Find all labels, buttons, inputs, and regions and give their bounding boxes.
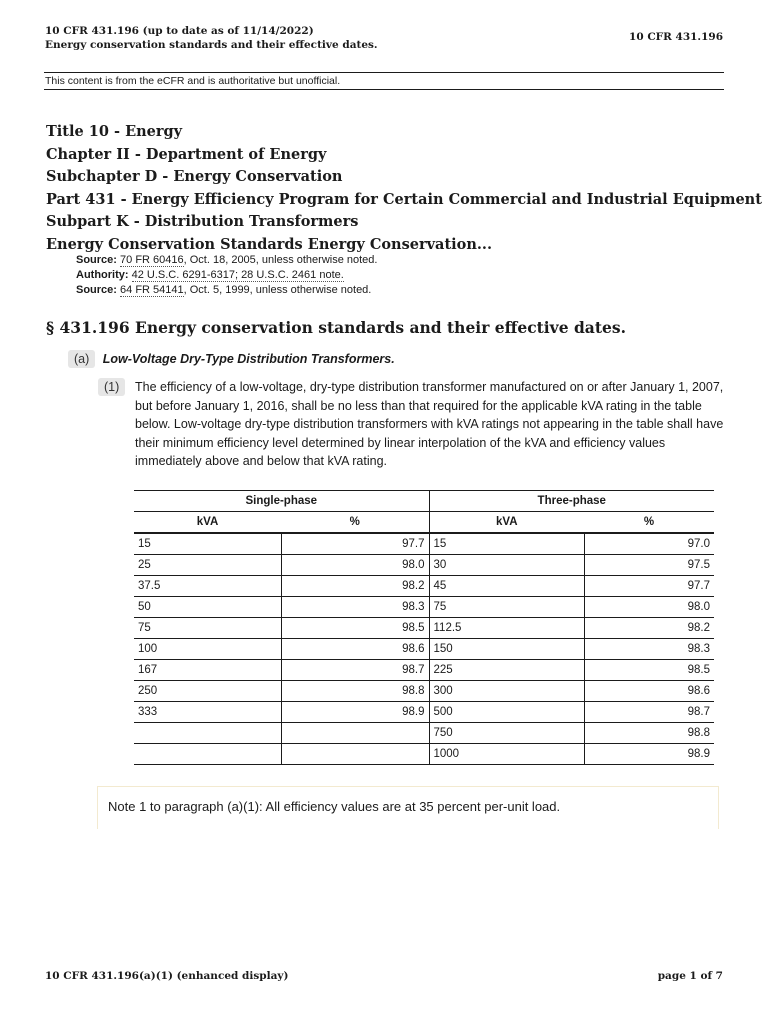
column-header: % — [281, 512, 429, 534]
hierarchy-headings — [46, 121, 762, 256]
efficiency-cell: 97.5 — [584, 555, 714, 576]
efficiency-cell: 98.3 — [584, 639, 714, 660]
kva-cell: 333 — [134, 702, 281, 723]
table-body — [134, 533, 714, 765]
kva-cell: 30 — [429, 555, 584, 576]
efficiency-cell: 98.5 — [584, 660, 714, 681]
hierarchy-subchapter: Subchapter D - Energy Conservation — [46, 168, 343, 185]
table-row — [134, 744, 714, 765]
meta-text: , Oct. 18, 2005, unless otherwise noted. — [183, 254, 378, 266]
efficiency-cell: 98.3 — [281, 597, 429, 618]
table-row — [134, 639, 714, 660]
kva-cell: 112.5 — [429, 618, 584, 639]
efficiency-cell: 98.0 — [281, 555, 429, 576]
efficiency-cell: 98.2 — [584, 618, 714, 639]
paragraph-a — [68, 350, 395, 368]
efficiency-cell: 98.9 — [584, 744, 714, 765]
efficiency-cell — [281, 723, 429, 744]
table-note: Note 1 to paragraph (a)(1): All efficiency values are at 35 percent per-unit load. — [97, 786, 719, 829]
table-row — [134, 555, 714, 576]
table-group-header-row — [134, 491, 714, 512]
kva-cell: 150 — [429, 639, 584, 660]
paragraph-a-1 — [98, 378, 728, 471]
efficiency-cell: 97.0 — [584, 533, 714, 555]
meta-label: Source: — [76, 284, 117, 296]
column-header: kVA — [429, 512, 584, 534]
footer-citation: 10 CFR 431.196(a)(1) (enhanced display) — [45, 970, 289, 982]
kva-cell: 45 — [429, 576, 584, 597]
efficiency-cell: 98.6 — [584, 681, 714, 702]
kva-cell: 15 — [429, 533, 584, 555]
table-row — [134, 597, 714, 618]
hierarchy-part: Part 431 - Energy Efficiency Program for Certain Commercial and Industrial Equipment — [46, 190, 762, 208]
kva-cell: 300 — [429, 681, 584, 702]
efficiency-cell — [281, 744, 429, 765]
meta-label: Source: — [76, 254, 117, 266]
page-header-left — [45, 24, 378, 52]
efficiency-cell: 97.7 — [281, 533, 429, 555]
efficiency-cell: 98.9 — [281, 702, 429, 723]
hierarchy-chapter: Chapter II - Department of Energy — [46, 145, 327, 163]
kva-cell: 500 — [429, 702, 584, 723]
efficiency-cell: 98.8 — [281, 681, 429, 702]
source-citation-link[interactable]: 70 FR 60416 — [120, 254, 184, 266]
kva-cell: 250 — [134, 681, 281, 702]
unofficial-banner: This content is from the eCFR and is authoritative but unofficial. — [44, 72, 724, 90]
efficiency-cell: 97.7 — [584, 576, 714, 597]
header-right-citation: 10 CFR 431.196 — [629, 31, 723, 43]
kva-cell — [134, 744, 281, 765]
kva-cell: 75 — [429, 597, 584, 618]
kva-cell — [134, 723, 281, 744]
kva-cell: 37.5 — [134, 576, 281, 597]
table-row — [134, 681, 714, 702]
efficiency-cell: 98.0 — [584, 597, 714, 618]
kva-cell: 100 — [134, 639, 281, 660]
meta-source-row — [76, 283, 377, 298]
kva-cell: 50 — [134, 597, 281, 618]
meta-authority-row — [76, 268, 377, 283]
hierarchy-title: Title 10 - Energy — [46, 123, 183, 140]
kva-cell: 750 — [429, 723, 584, 744]
kva-cell: 15 — [134, 533, 281, 555]
column-group-header: Three-phase — [429, 491, 714, 512]
meta-source-row — [76, 253, 377, 268]
meta-label: Authority: — [76, 269, 129, 281]
kva-cell: 1000 — [429, 744, 584, 765]
efficiency-cell: 98.5 — [281, 618, 429, 639]
efficiency-cell: 98.7 — [281, 660, 429, 681]
table-row — [134, 702, 714, 723]
table-row — [134, 576, 714, 597]
efficiency-cell: 98.6 — [281, 639, 429, 660]
source-citation-link[interactable]: 64 FR 54141 — [120, 284, 184, 296]
hierarchy-subpart: Subpart K - Distribution Transformers — [46, 213, 359, 230]
kva-cell: 225 — [429, 660, 584, 681]
paragraph-enum: (1) — [98, 378, 125, 396]
table-sub-header-row — [134, 512, 714, 534]
authority-citation-link[interactable]: 42 U.S.C. 6291-6317; 28 U.S.C. 2461 note. — [131, 269, 344, 281]
efficiency-cell: 98.2 — [281, 576, 429, 597]
table-row — [134, 660, 714, 681]
hierarchy-subject-group: Energy Conservation Standards Energy Conservation... — [46, 235, 493, 253]
paragraph-text: The efficiency of a low-voltage, dry-type distribution transformer manufactured on or after January 1, 2007, but before January 1, 2016, shall be no less than that required for the applicable kVA rating in the table below. Low-voltage dry-type distribution transformers with kVA ratings not appearing in the table shall have their minimum efficiency level determined by linear interpolation of the kVA and efficiency values immediately above and below that kVA rating. — [135, 380, 724, 468]
header-section-title: Energy conservation standards and their effective dates. — [45, 39, 378, 51]
page-number: page 1 of 7 — [657, 970, 723, 982]
kva-cell: 167 — [134, 660, 281, 681]
efficiency-table — [134, 490, 714, 765]
column-group-header: Single-phase — [134, 491, 429, 512]
header-citation: 10 CFR 431.196 (up to date as of 11/14/2022) — [45, 25, 314, 37]
section-title: § 431.196 Energy conservation standards and their effective dates. — [46, 318, 626, 337]
table-row — [134, 618, 714, 639]
efficiency-cell: 98.8 — [584, 723, 714, 744]
table-row — [134, 533, 714, 555]
column-header: % — [584, 512, 714, 534]
column-header: kVA — [134, 512, 281, 534]
paragraph-heading: Low-Voltage Dry-Type Distribution Transformers. — [102, 352, 395, 366]
source-authority-block — [76, 253, 377, 298]
meta-text: , Oct. 5, 1999, unless otherwise noted. — [183, 284, 372, 296]
kva-cell: 25 — [134, 555, 281, 576]
efficiency-cell: 98.7 — [584, 702, 714, 723]
paragraph-enum: (a) — [68, 350, 95, 368]
table-row — [134, 723, 714, 744]
kva-cell: 75 — [134, 618, 281, 639]
